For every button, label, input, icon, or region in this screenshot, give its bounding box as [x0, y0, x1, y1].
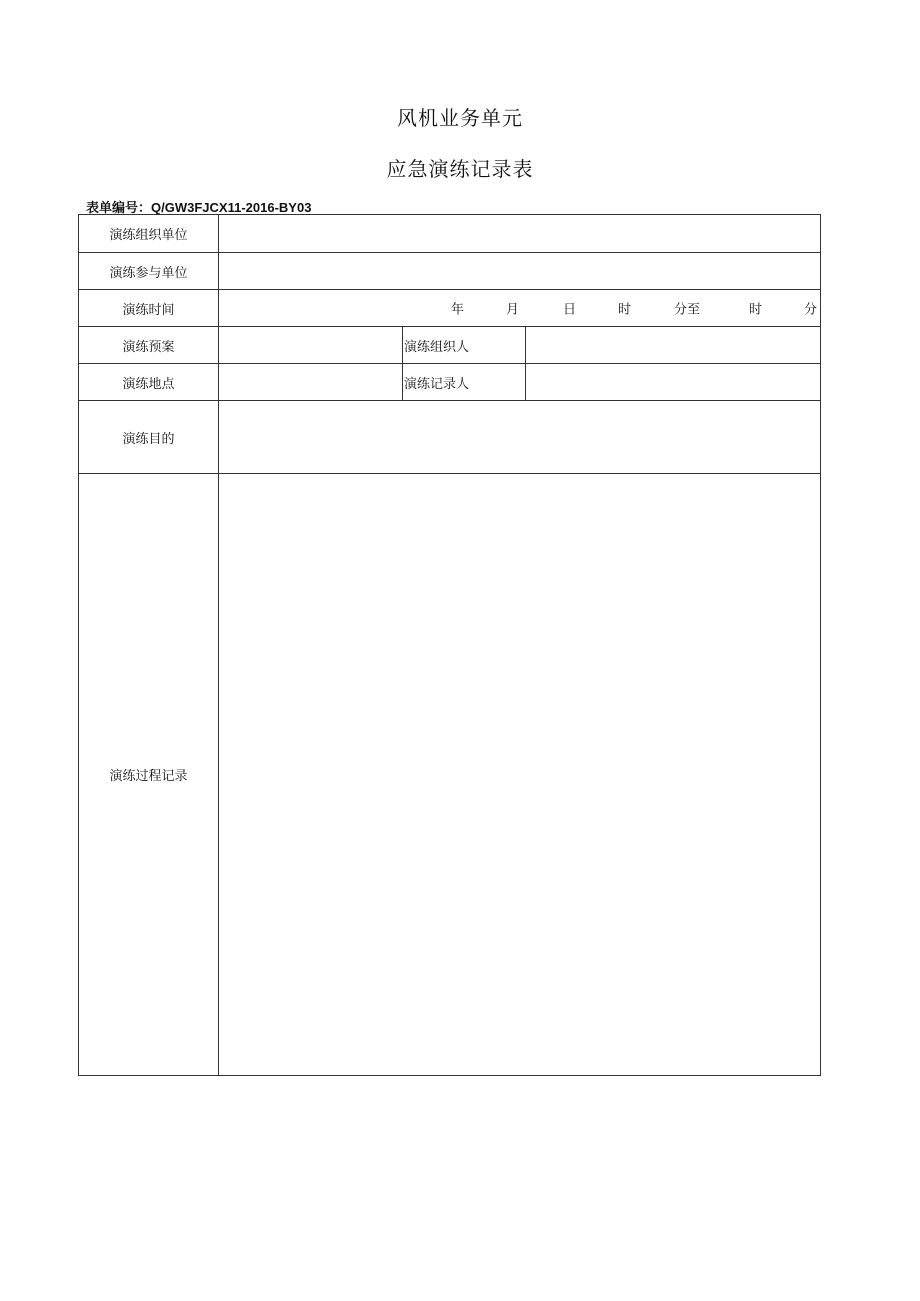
time-label: 演练时间 [79, 290, 219, 327]
form-title: 应急演练记录表 [386, 157, 534, 181]
time-unit-minute-to: 分至 [674, 302, 701, 318]
recorder-label: 演练记录人 [403, 364, 526, 401]
form-number-label: 表单编号： [86, 201, 152, 216]
org-unit-label: 演练组织单位 [79, 215, 219, 253]
time-field[interactable] [219, 290, 821, 327]
process-label: 演练过程记录 [79, 474, 219, 1076]
process-field[interactable] [219, 474, 821, 1076]
purpose-field[interactable] [219, 401, 821, 474]
plan-field[interactable] [219, 327, 403, 364]
org-unit-field[interactable] [219, 215, 821, 253]
organizer-field[interactable] [526, 327, 821, 364]
location-field[interactable] [219, 364, 403, 401]
time-unit-minute-2: 分 [804, 302, 818, 318]
plan-label: 演练预案 [79, 327, 219, 364]
time-unit-day: 日 [563, 302, 577, 318]
location-label: 演练地点 [79, 364, 219, 401]
recorder-field[interactable] [526, 364, 821, 401]
time-unit-year: 年 [451, 302, 465, 318]
purpose-label: 演练目的 [79, 401, 219, 474]
time-unit-month: 月 [506, 302, 520, 318]
time-unit-hour-2: 时 [749, 302, 763, 318]
participant-unit-label: 演练参与单位 [79, 253, 219, 290]
unit-title: 风机业务单元 [397, 106, 523, 130]
time-unit-hour: 时 [618, 302, 632, 318]
participant-unit-field[interactable] [219, 253, 821, 290]
form-number-code: Q/GW3FJCX11-2016-BY03 [151, 200, 312, 215]
drill-record-table [78, 214, 821, 1076]
organizer-label: 演练组织人 [403, 327, 526, 364]
